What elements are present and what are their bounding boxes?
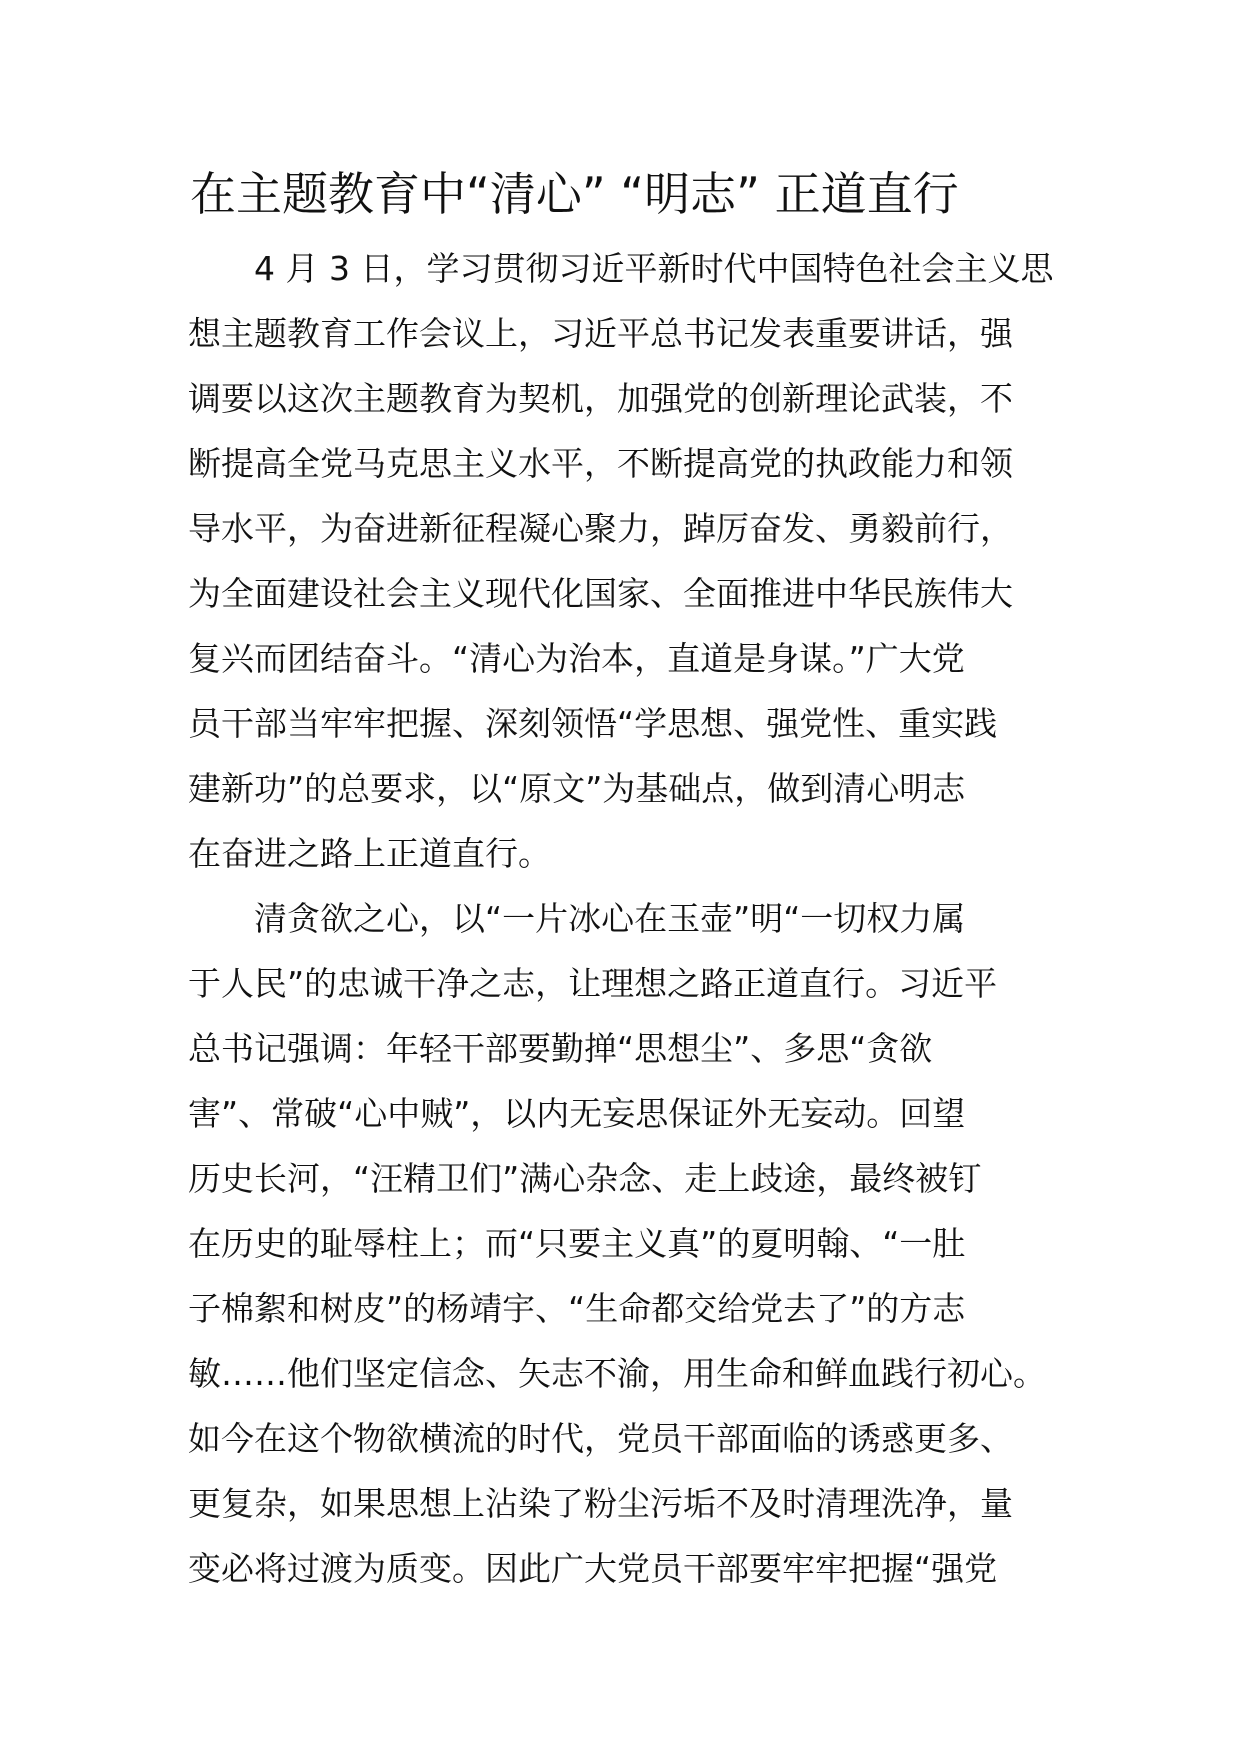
- text-line: 建新功”的总要求，以“原文”为基础点，做到清心明志: [188, 769, 966, 808]
- text-line: 导水平，为奋进新征程凝心聚力，踔厉奋发、勇毅前行，: [188, 509, 1013, 548]
- text-line: 为全面建设社会主义现代化国家、全面推进中华民族伟大: [188, 574, 1013, 613]
- text-line: 于人民”的忠诚干净之志，让理想之路正道直行。习近平: [188, 964, 998, 1003]
- text-line: 子棉絮和树皮”的杨靖宇、“生命都交给党去了”的方志: [188, 1289, 966, 1328]
- text-line: 复兴而团结奋斗。“清心为治本，直道是身谋。”广大党: [188, 639, 965, 678]
- paragraph-1: [188, 236, 1062, 886]
- text-line: 想主题教育工作会议上，习近平总书记发表重要讲话，强: [188, 314, 1013, 353]
- text-line: 清贪欲之心，以“一片冰心在玉壶”明“一切权力属: [254, 899, 966, 938]
- document-body: [188, 236, 1062, 1601]
- text-line: 更复杂，如果思想上沾染了粉尘污垢不及时清理洗净，量: [188, 1484, 1013, 1523]
- text-line: 断提高全党马克思主义水平，不断提高党的执政能力和领: [188, 444, 1013, 483]
- paragraph-2: [188, 886, 1062, 1601]
- text-line: 敏……他们坚定信念、矢志不渝，用生命和鲜血践行初心。: [188, 1354, 1046, 1393]
- text-line: 员干部当牢牢把握、深刻领悟“学思想、强党性、重实践: [188, 704, 998, 743]
- document-title: 在主题教育中“清心” “明志” 正道直行: [190, 167, 959, 221]
- text-line: 总书记强调：年轻干部要勤掸“思想尘”、多思“贪欲: [188, 1029, 933, 1068]
- text-line: 调要以这次主题教育为契机，加强党的创新理论武装，不: [188, 379, 1013, 418]
- text-line: 在历史的耻辱柱上；而“只要主义真”的夏明翰、“一肚: [188, 1224, 966, 1263]
- text-line: 在奋进之路上正道直行。: [188, 834, 551, 873]
- text-line: 如今在这个物欲横流的时代，党员干部面临的诱惑更多、: [188, 1419, 1013, 1458]
- text-line: 变必将过渡为质变。因此广大党员干部要牢牢把握“强党: [188, 1549, 998, 1588]
- text-line: 历史长河，“汪精卫们”满心杂念、走上歧途，最终被钉: [188, 1159, 982, 1198]
- text-line: 害”、常破“心中贼”，以内无妄思保证外无妄动。回望: [188, 1094, 966, 1133]
- text-line: 4 月 3 日，学习贯彻习近平新时代中国特色社会主义思: [254, 249, 1054, 288]
